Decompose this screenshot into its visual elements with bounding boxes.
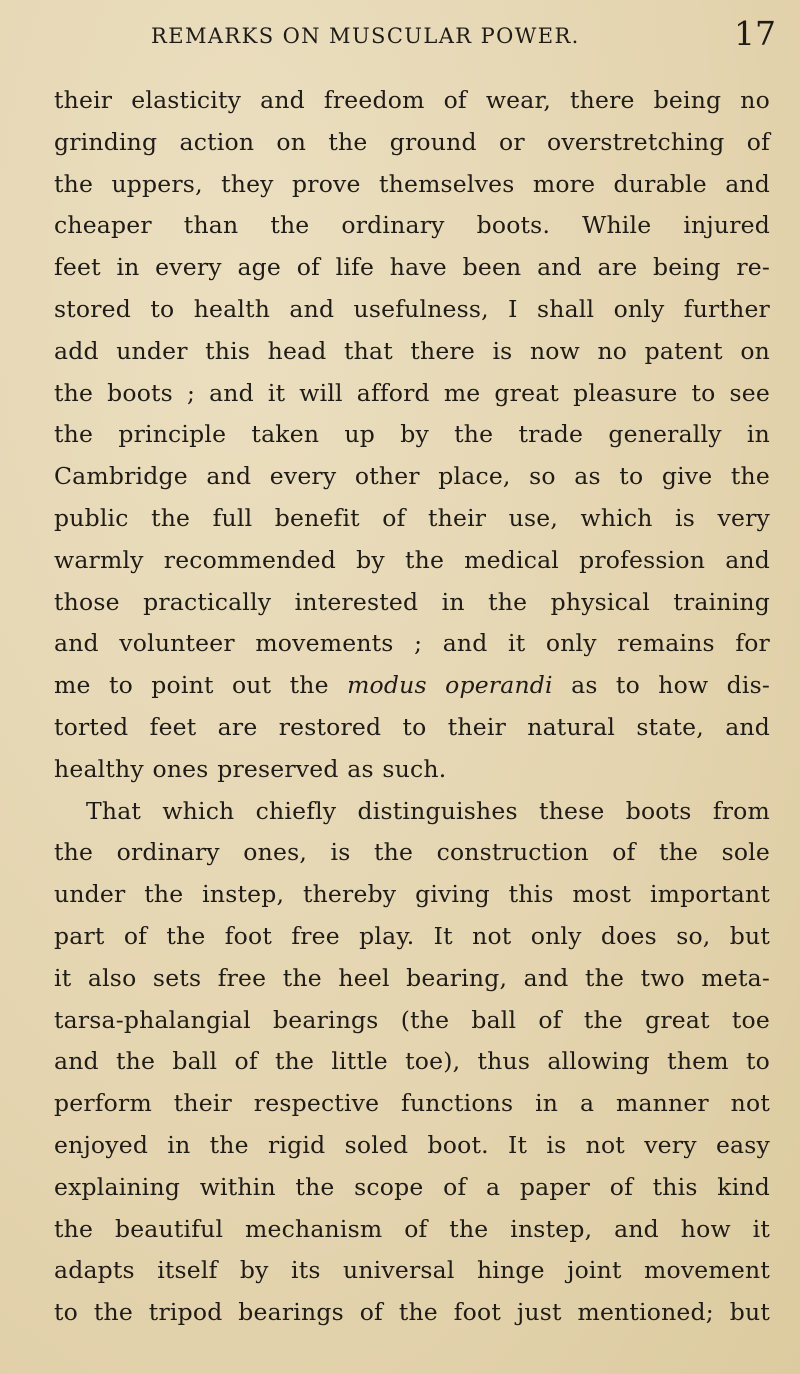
italic-phrase: modus operandi [347, 671, 553, 700]
text-line: torted feet are restored to their natural state, and [54, 712, 770, 741]
text-line: to the tripod bearings of the foot just mentioned; but [54, 1298, 770, 1327]
text-line: the boots ; and it will afford me great pleasure to see [54, 378, 770, 407]
text-line-final: healthy ones preserved as such. [54, 754, 447, 783]
text-line-with-italic [54, 665, 770, 707]
text-line: the ordinary ones, is the construction of the sole [54, 838, 770, 867]
text-line: public the full benefit of their use, which is very [54, 503, 770, 532]
text-line: it also sets free the heel bearing, and the two meta- [54, 963, 770, 992]
text-line: feet in every age of life have been and are being re- [54, 253, 770, 282]
text-line: warmly recommended by the medical profession and [54, 545, 770, 574]
text-line: stored to health and usefulness, I shall only further [54, 294, 770, 323]
text-line: adapts itself by its universal hinge joint movement [54, 1256, 770, 1285]
text-line-indented: That which chiefly distinguishes these boots from [86, 796, 770, 825]
text-line: part of the foot free play. It not only does so, but [54, 921, 770, 950]
text-segment: me to point out the [54, 671, 348, 700]
running-head [0, 10, 800, 60]
text-line: tarsa-phalangial bearings (the ball of the great toe [54, 1005, 770, 1034]
text-line: Cambridge and every other place, so as to give the [54, 462, 770, 491]
text-line: enjoyed in the rigid soled boot. It is not very easy [54, 1130, 770, 1159]
text-line: add under this head that there is now no patent on [54, 336, 770, 365]
text-line: and volunteer movements ; and it only remains for [54, 629, 770, 658]
text-line: grinding action on the ground or overstretching of [54, 127, 770, 156]
text-line: the uppers, they prove themselves more durable and [54, 169, 770, 198]
running-title: REMARKS ON MUSCULAR POWER. [151, 24, 580, 48]
text-line: those practically interested in the physical training [54, 587, 770, 616]
text-line: perform their respective functions in a manner not [54, 1089, 770, 1118]
body-text [54, 80, 770, 1334]
page-number: 17 [734, 14, 776, 53]
text-line: the principle taken up by the trade generally in [54, 420, 770, 449]
text-line: explaining within the scope of a paper of this kind [54, 1172, 770, 1201]
text-segment: as to how dis- [552, 671, 770, 700]
text-line: their elasticity and freedom of wear, there being no [54, 86, 770, 114]
text-line: and the ball of the little toe), thus allowing them to [54, 1047, 770, 1076]
text-line: cheaper than the ordinary boots. While injured [54, 211, 770, 240]
text-line: under the instep, thereby giving this most important [54, 880, 770, 909]
text-line: the beautiful mechanism of the instep, and how it [54, 1214, 770, 1243]
